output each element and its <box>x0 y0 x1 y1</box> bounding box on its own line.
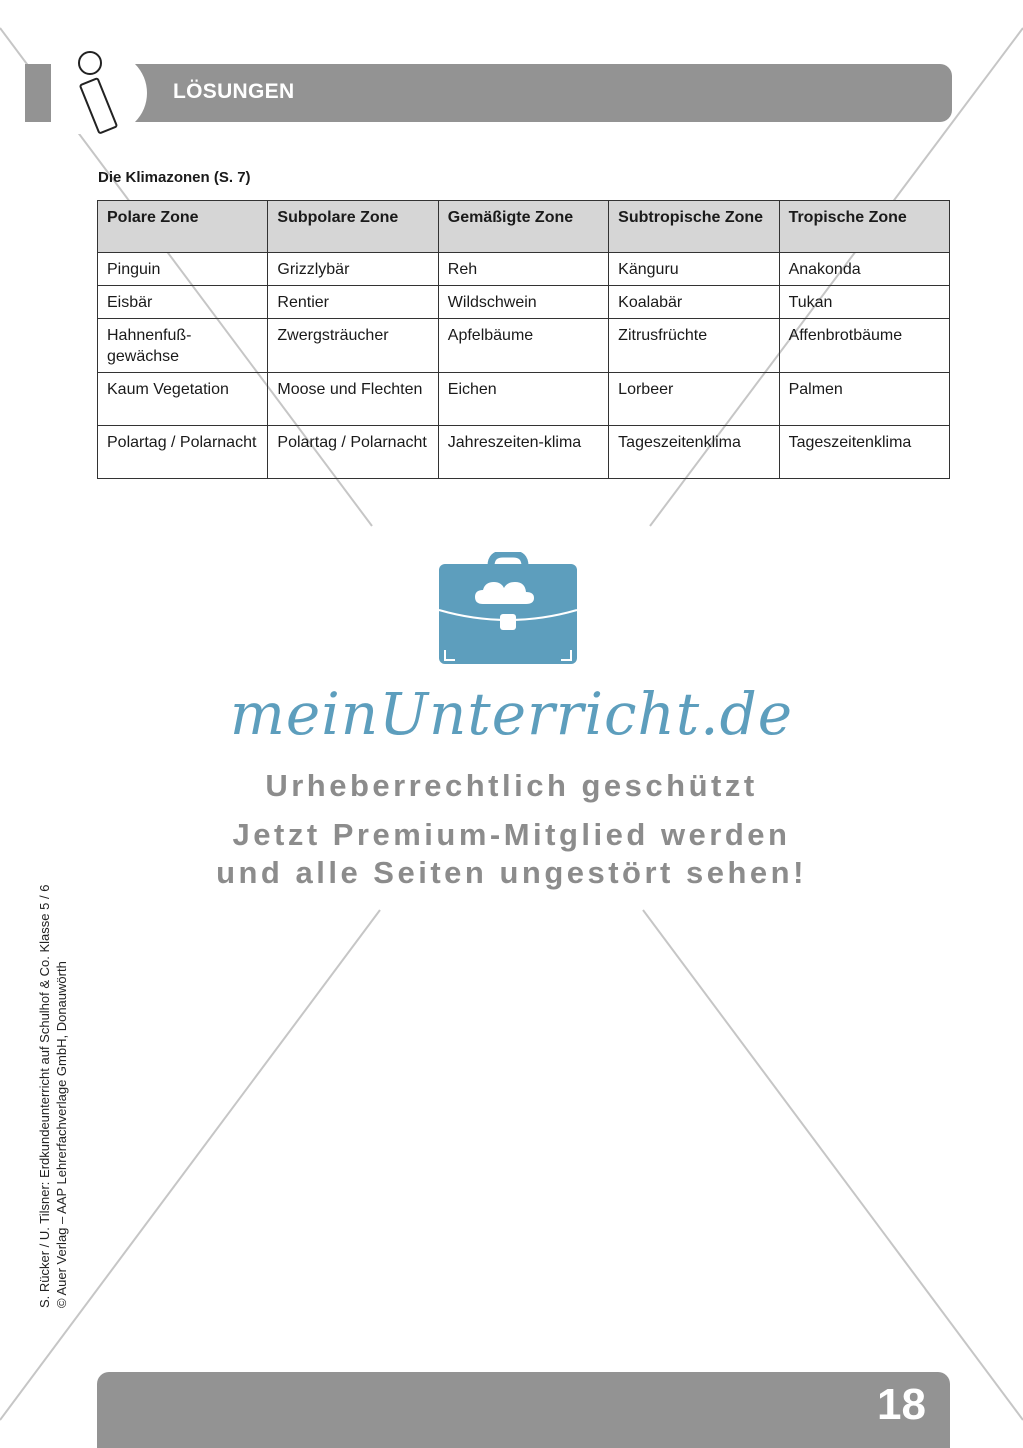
column-header: Polare Zone <box>98 201 268 253</box>
table-cell: Anakonda <box>779 253 949 286</box>
table-cell: Wildschwein <box>438 286 608 319</box>
header-bar <box>25 64 952 122</box>
column-header: Gemäßigte Zone <box>438 201 608 253</box>
column-header: Subtropische Zone <box>609 201 779 253</box>
table-cell: Lorbeer <box>609 373 779 426</box>
table-cell: Tageszeitenklima <box>609 426 779 479</box>
table-header-row <box>98 201 950 253</box>
table-cell: Polartag / Polarnacht <box>268 426 438 479</box>
table-cell: Tukan <box>779 286 949 319</box>
table-cell: Grizzlybär <box>268 253 438 286</box>
citation-line: S. Rücker / U. Tilsner: Erdkundeunterricht auf Schulhof & Co. Klasse 5 / 6 <box>37 884 52 1308</box>
table-cell: Eichen <box>438 373 608 426</box>
briefcase-cloud-icon <box>437 552 579 667</box>
table-cell: Tageszeitenklima <box>779 426 949 479</box>
header-title: LÖSUNGEN <box>173 80 295 103</box>
table-cell: Jahreszeiten-klima <box>438 426 608 479</box>
watermark-brand: meinUnterricht.de <box>229 680 794 748</box>
column-header: Subpolare Zone <box>268 201 438 253</box>
table-cell: Eisbär <box>98 286 268 319</box>
table-cell: Zwergsträucher <box>268 319 438 373</box>
table-row <box>98 319 950 373</box>
climate-zones-table <box>97 200 950 479</box>
table-cell: Apfelbäume <box>438 319 608 373</box>
table-cell: Kaum Vegetation <box>98 373 268 426</box>
page-number: 18 <box>877 1380 926 1429</box>
table-cell: Zitrusfrüchte <box>609 319 779 373</box>
table-cell: Koalabär <box>609 286 779 319</box>
footer-bar <box>97 1372 950 1448</box>
watermark-premium-line-1: Jetzt Premium-Mitglied werden <box>232 817 791 852</box>
table-cell: Palmen <box>779 373 949 426</box>
table-row <box>98 373 950 426</box>
table-cell: Känguru <box>609 253 779 286</box>
table-cell: Pinguin <box>98 253 268 286</box>
table-cell: Affenbrotbäume <box>779 319 949 373</box>
copyright-line: © Auer Verlag – AAP Lehrerfachverlage GmbH, Donauwörth <box>54 961 69 1308</box>
table-row <box>98 286 950 319</box>
table-row <box>98 426 950 479</box>
table-cell: Moose und Flechten <box>268 373 438 426</box>
table-row <box>98 253 950 286</box>
info-icon <box>66 48 136 140</box>
table-cell: Hahnenfuß-gewächse <box>98 319 268 373</box>
table-cell: Polartag / Polarnacht <box>98 426 268 479</box>
watermark-premium-line-2: und alle Seiten ungestört sehen! <box>216 855 807 890</box>
sidebar-citation <box>36 788 70 1308</box>
table-cell: Rentier <box>268 286 438 319</box>
watermark-copyright: Urheberrechtlich geschützt <box>265 768 758 803</box>
section-heading: Die Klimazonen (S. 7) <box>98 169 251 186</box>
table-cell: Reh <box>438 253 608 286</box>
column-header: Tropische Zone <box>779 201 949 253</box>
